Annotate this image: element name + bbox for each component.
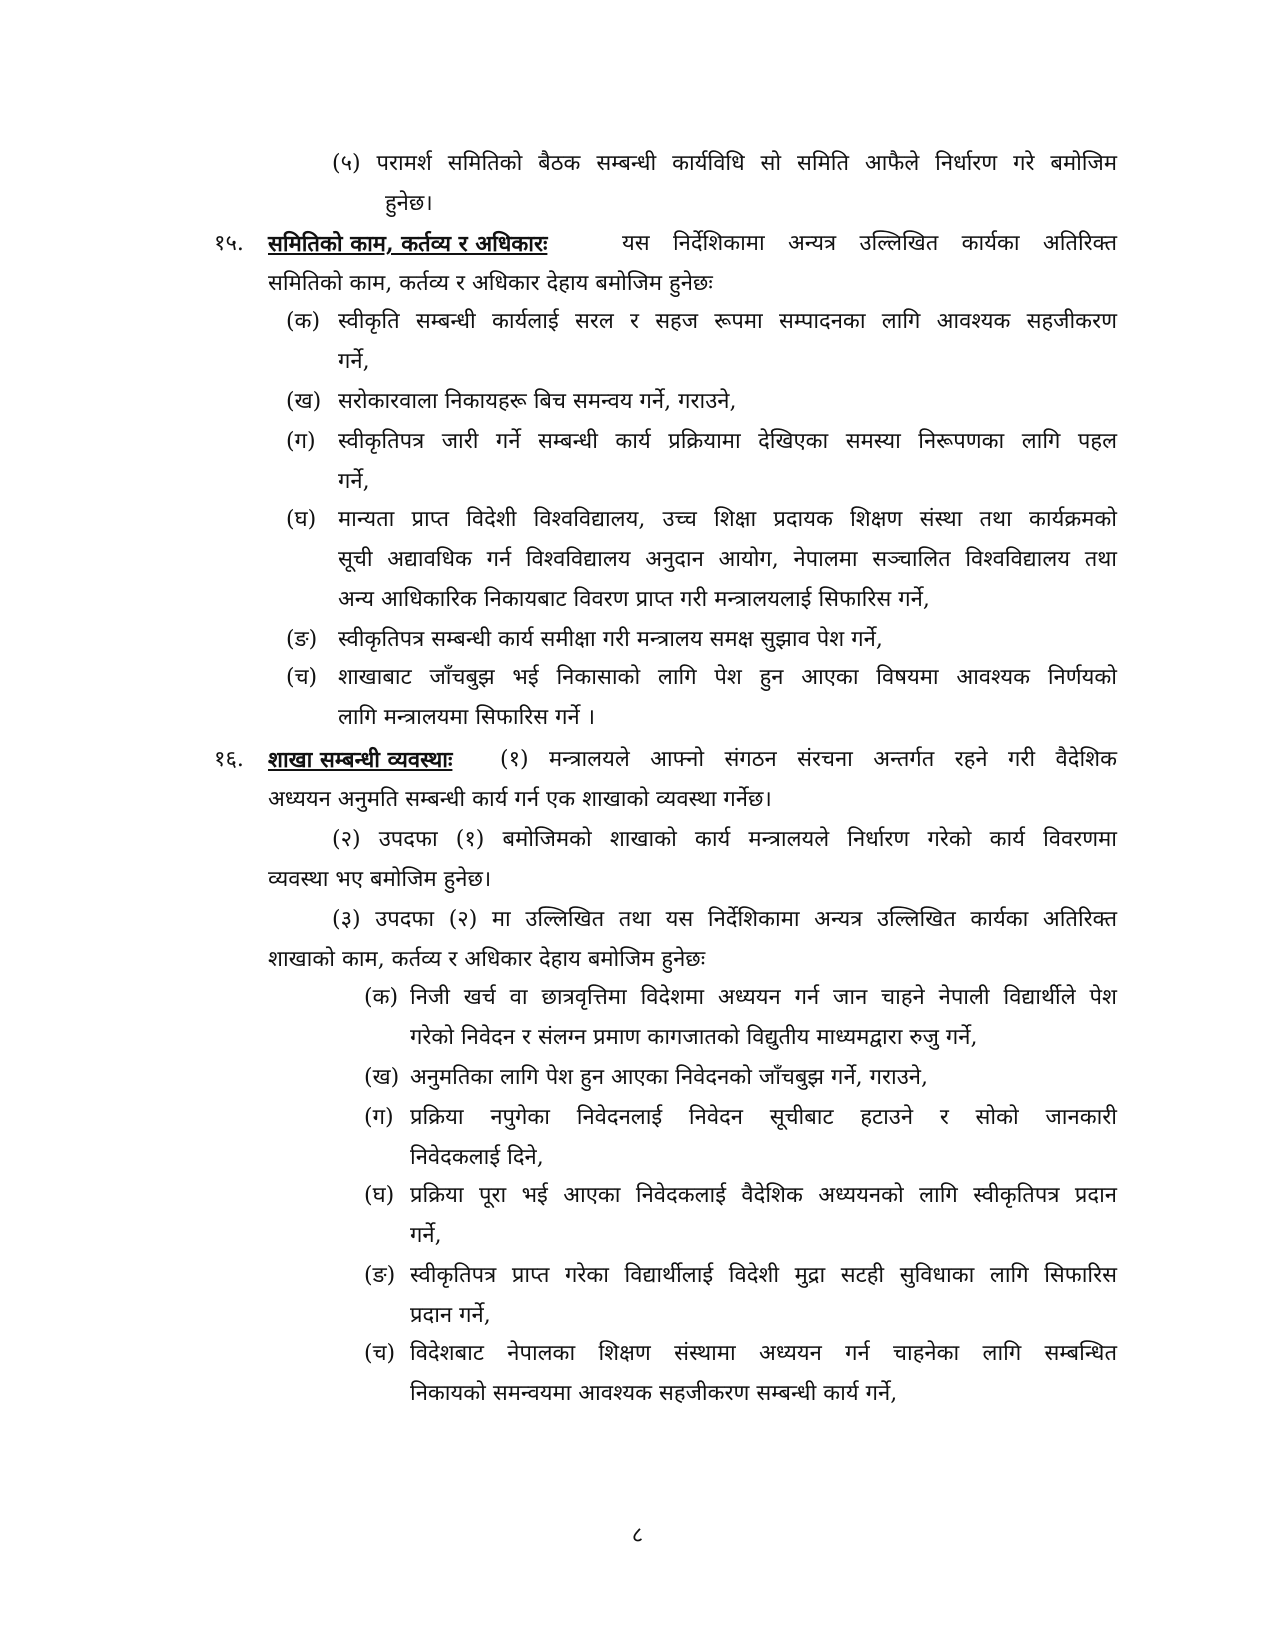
- section-16-item-text: प्रदान गर्ने,: [410, 1303, 491, 1328]
- section-15-item-label: (घ): [286, 507, 317, 532]
- section-16-item-text: निकायको समन्वयमा आवश्यक सहजीकरण सम्बन्धी कार्य गर्ने,: [410, 1381, 898, 1406]
- section-16-intro-line-1: (१) मन्त्रालयले आफ्नो संगठन संरचना अन्तर्गत रहने गरी वैदेशिक: [500, 747, 1117, 772]
- section-16-item-label: (क): [364, 985, 399, 1010]
- section-16-item-text: विदेशबाट नेपालका शिक्षण संस्थामा अध्ययन गर्न चाहनेका लागि सम्बन्धित: [410, 1341, 1117, 1366]
- section-16-item-text: स्वीकृतिपत्र प्राप्त गरेका विद्यार्थीलाई विदेशी मुद्रा सटही सुविधाका लागि सिफारिस: [410, 1263, 1117, 1288]
- section-15-intro-line-1: यस निर्देशिकामा अन्यत्र उल्लिखित कार्यका अतिरिक्त: [622, 231, 1117, 256]
- section-15-item-label: (ख): [286, 389, 322, 414]
- section-16-item-text: निवेदकलाई दिने,: [410, 1145, 544, 1170]
- section-16-intro-line-2: अध्ययन अनुमति सम्बन्धी कार्य गर्न एक शाखाको व्यवस्था गर्नेछ।: [268, 787, 772, 812]
- section-15-item-text: स्वीकृति सम्बन्धी कार्यलाई सरल र सहज रूपमा सम्पादनका लागि आवश्यक सहजीकरण: [338, 309, 1117, 334]
- page-number: ८: [631, 1523, 644, 1548]
- clause-5-line-2: हुनेछ।: [385, 191, 433, 216]
- section-16-item-label: (च): [364, 1341, 396, 1366]
- section-15-item-text: सरोकारवाला निकायहरू बिच समन्वय गर्ने, गराउने,: [338, 389, 737, 414]
- section-16-item-text: प्रक्रिया पूरा भई आएका निवेदकलाई वैदेशिक अध्ययनको लागि स्वीकृतिपत्र प्रदान: [410, 1183, 1117, 1208]
- section-16-item-text: निजी खर्च वा छात्रवृत्तिमा विदेशमा अध्ययन गर्न जान चाहने नेपाली विद्यार्थीले पेश: [410, 985, 1117, 1010]
- section-15-item-label: (क): [286, 309, 321, 334]
- section-16-sub-2-line-2: व्यवस्था भए बमोजिम हुनेछ।: [268, 867, 492, 892]
- section-16-item-label: (ख): [364, 1065, 400, 1090]
- section-15-item-text: गर्ने,: [338, 349, 370, 374]
- section-15-item-text: अन्य आधिकारिक निकायबाट विवरण प्राप्त गरी मन्त्रालयलाई सिफारिस गर्ने,: [338, 587, 930, 612]
- section-16-sub-3-line-1: (३) उपदफा (२) मा उल्लिखित तथा यस निर्देशिकामा अन्यत्र उल्लिखित कार्यका अतिरिक्त: [332, 907, 1117, 932]
- section-15-item-text: शाखाबाट जाँचबुझ भई निकासाको लागि पेश हुन आएका विषयमा आवश्यक निर्णयको: [338, 665, 1117, 690]
- section-16-sub-2-line-1: (२) उपदफा (१) बमोजिमको शाखाको कार्य मन्त्रालयले निर्धारण गरेको कार्य विवरणमा: [332, 827, 1117, 852]
- section-16-sub-3-line-2: शाखाको काम, कर्तव्य र अधिकार देहाय बमोजिम हुनेछः: [268, 947, 706, 972]
- section-16-item-label: (ङ): [364, 1263, 396, 1288]
- section-15-item-text: मान्यता प्राप्त विदेशी विश्वविद्यालय, उच्च शिक्षा प्रदायक शिक्षण संस्था तथा कार्यक्रमको: [338, 507, 1117, 532]
- section-16-item-text: प्रक्रिया नपुगेका निवेदनलाई निवेदन सूचीबाट हटाउने र सोको जानकारी: [410, 1105, 1117, 1130]
- section-15-item-label: (ग): [286, 429, 316, 454]
- section-15-item-text: गर्ने,: [338, 469, 370, 494]
- section-16-heading: शाखा सम्बन्धी व्यवस्थाः: [268, 747, 453, 773]
- section-15-item-text: स्वीकृतिपत्र सम्बन्धी कार्य समीक्षा गरी मन्त्रालय समक्ष सुझाव पेश गर्ने,: [338, 627, 883, 652]
- section-15-item-text: सूची अद्यावधिक गर्न विश्वविद्यालय अनुदान आयोग, नेपालमा सञ्चालित विश्वविद्यालय तथा: [338, 547, 1117, 572]
- section-15-heading: समितिको काम, कर्तव्य र अधिकारः: [268, 231, 548, 257]
- section-16-number: १६.: [214, 747, 244, 772]
- section-15-intro-line-2: समितिको काम, कर्तव्य र अधिकार देहाय बमोजिम हुनेछः: [268, 271, 713, 296]
- section-16-item-label: (घ): [364, 1183, 395, 1208]
- section-15-number: १५.: [214, 231, 244, 256]
- section-15-item-text: स्वीकृतिपत्र जारी गर्ने सम्बन्धी कार्य प्रक्रियामा देखिएका समस्या निरूपणका लागि पहल: [338, 429, 1117, 454]
- clause-5-line-1: (५) परामर्श समितिको बैठक सम्बन्धी कार्यविधि सो समिति आफैले निर्धारण गरे बमोजिम: [332, 151, 1117, 176]
- section-16-item-label: (ग): [364, 1105, 394, 1130]
- section-16-item-text: गरेको निवेदन र संलग्न प्रमाण कागजातको विद्युतीय माध्यमद्वारा रुजु गर्ने,: [410, 1025, 978, 1050]
- section-15-item-text: लागि मन्त्रालयमा सिफारिस गर्ने ।: [338, 705, 596, 730]
- section-15-item-label: (च): [286, 665, 318, 690]
- section-16-item-text: अनुमतिका लागि पेश हुन आएका निवेदनको जाँचबुझ गर्ने, गराउने,: [410, 1065, 928, 1090]
- section-15-item-label: (ङ): [286, 627, 318, 652]
- section-16-item-text: गर्ने,: [410, 1223, 442, 1248]
